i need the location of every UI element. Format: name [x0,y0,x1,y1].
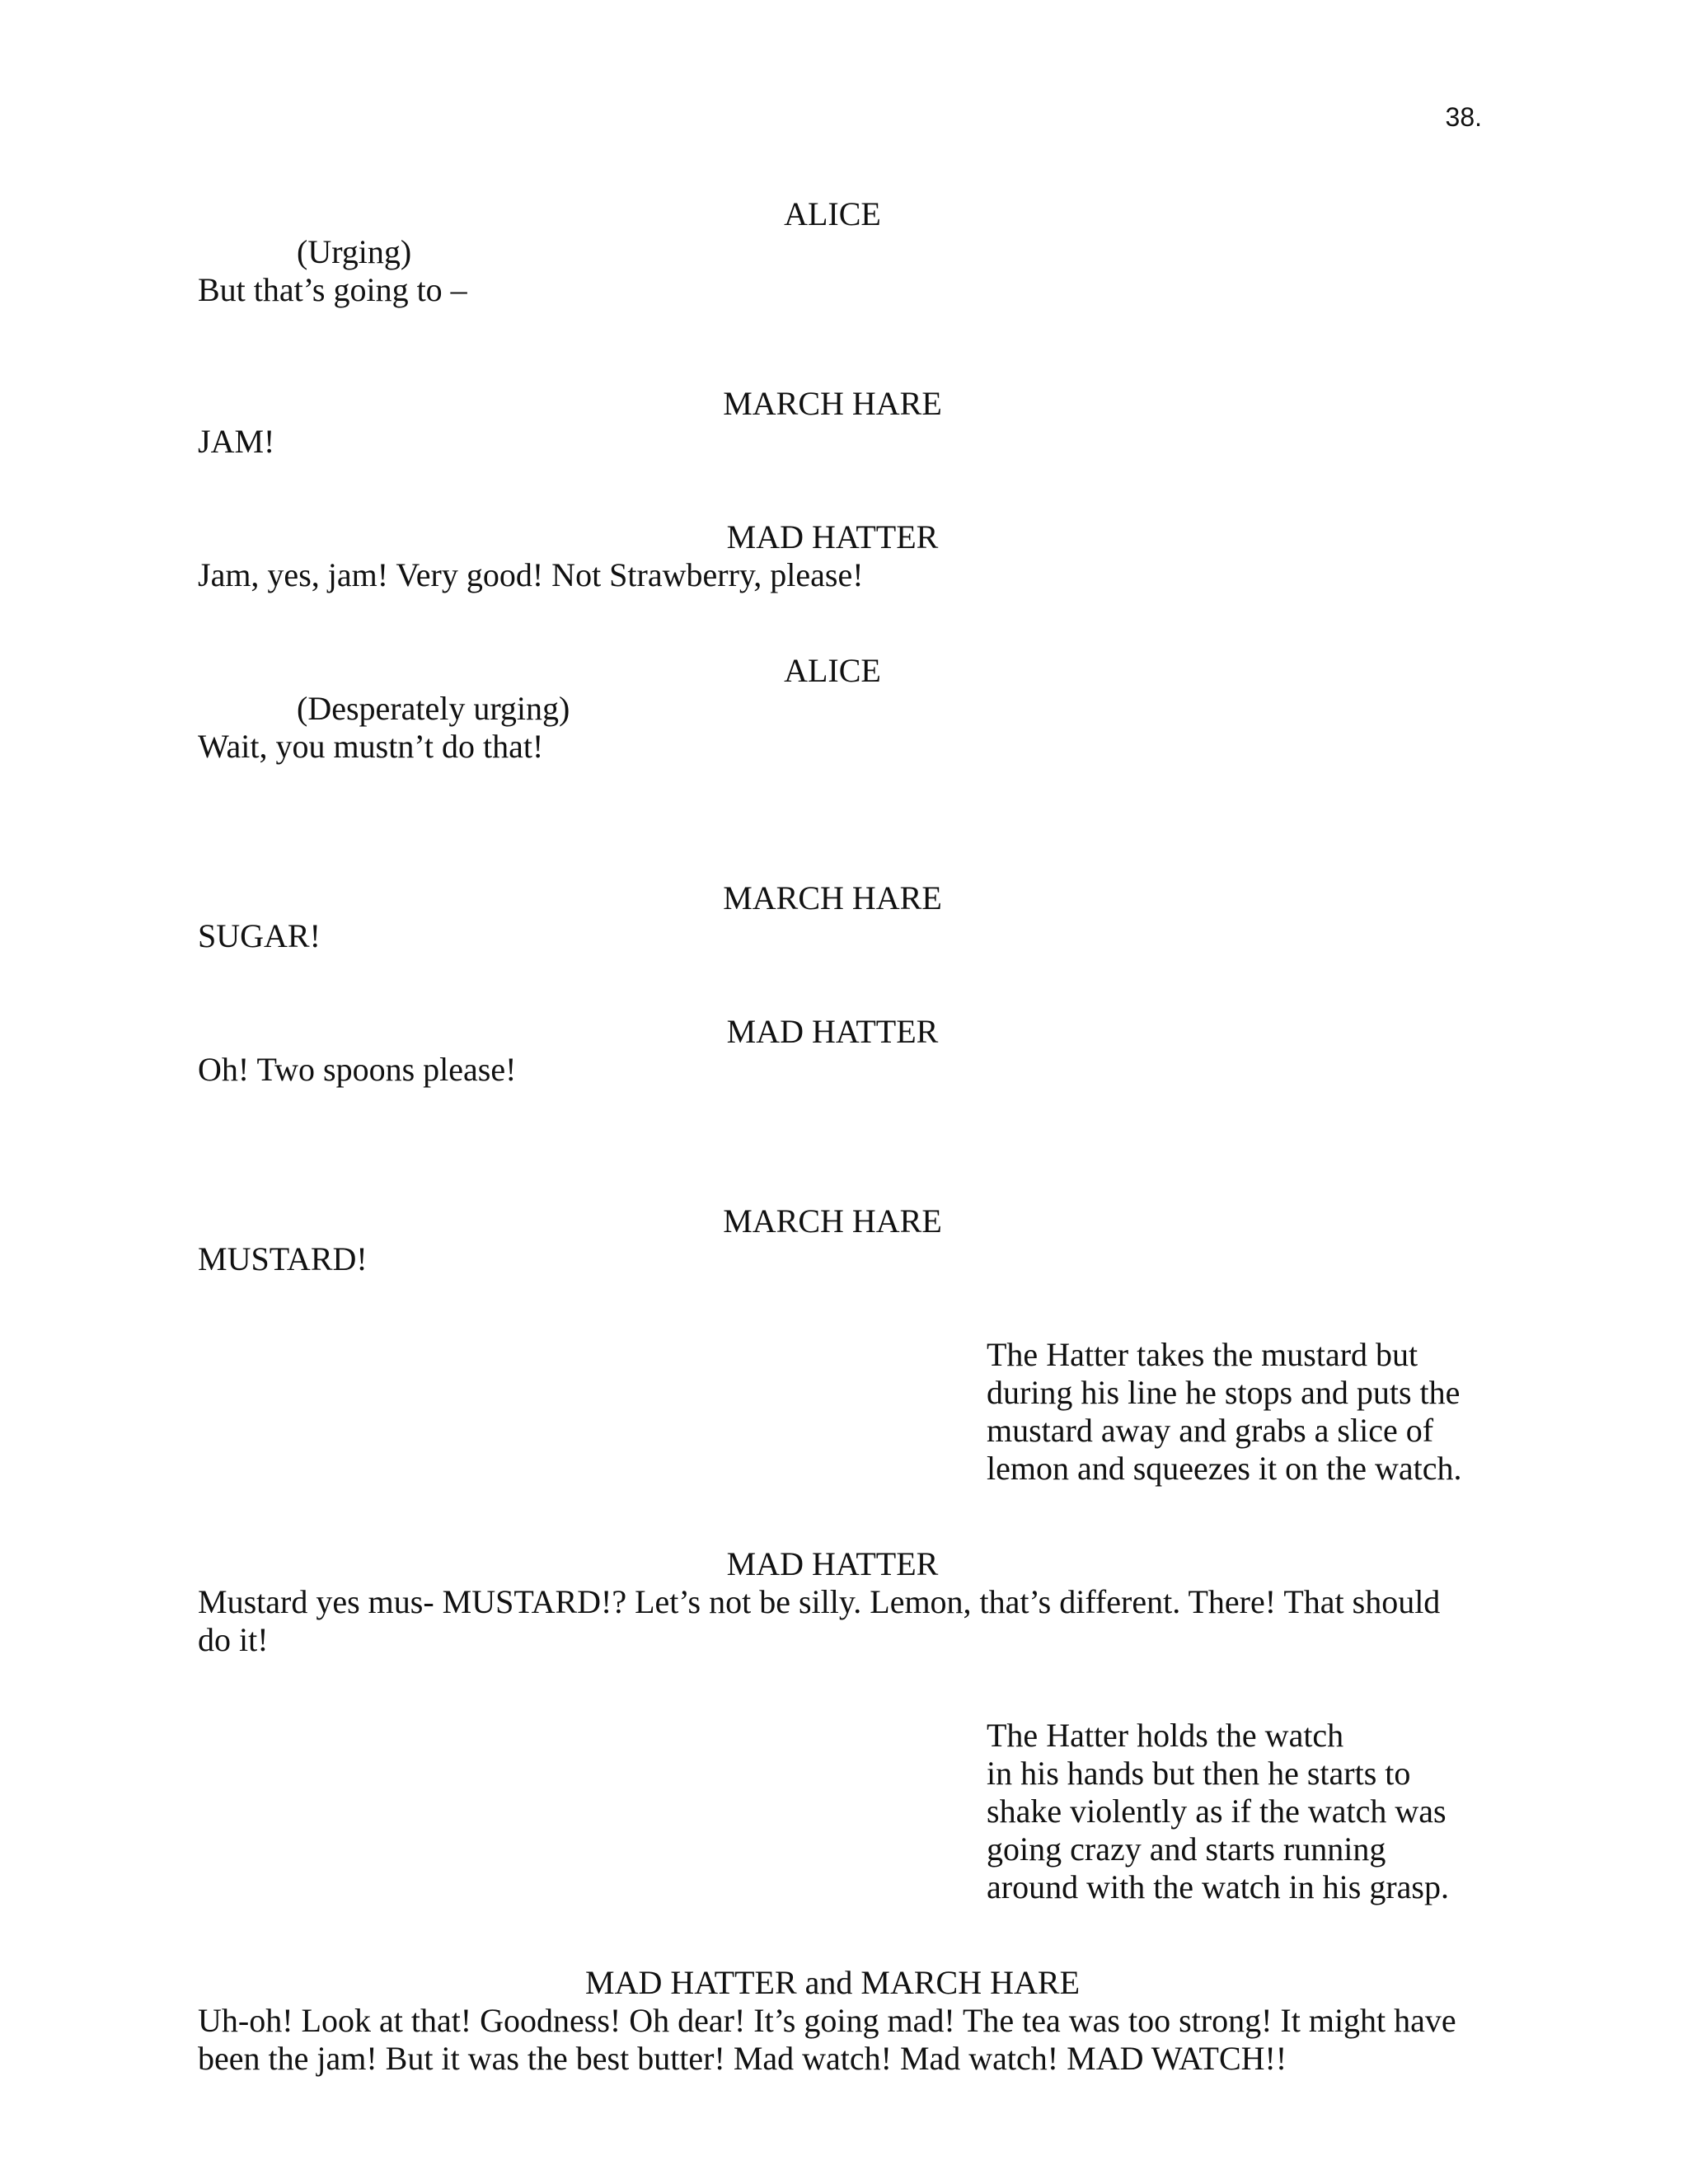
stage-direction-line: shake violently as if the watch was [987,1793,1447,1830]
dialogue-block [198,195,1467,309]
dialogue-line: Wait, you mustn’t do that! [198,728,544,765]
dialogue-line: Mustard yes mus- MUSTARD!? Let’s not be silly. Lemon, that’s different. There! That should do it! [198,1583,1441,1658]
stage-direction-line: during his line he stops and puts the [987,1374,1461,1411]
page-number: 38. [1445,102,1482,132]
dialogue-block [198,1202,1467,1278]
stage-direction-line: The Hatter holds the watch [987,1717,1344,1754]
dialogue-block [198,385,1467,461]
character-name: ALICE [784,652,881,689]
parenthetical: (Urging) [297,233,412,270]
dialogue-line: Oh! Two spoons please! [198,1051,517,1088]
stage-direction [987,1717,1481,1906]
dialogue-line: MUSTARD! [198,1240,368,1277]
script-body [198,195,1467,2078]
dialogue-block [198,879,1467,955]
stage-direction-line: around with the watch in his grasp. [987,1868,1449,1905]
dialogue-block [198,1964,1467,2078]
dialogue-line: Jam, yes, jam! Very good! Not Strawberry, please! [198,556,864,593]
character-name: MAD HATTER and MARCH HARE [585,1964,1080,2001]
stage-direction-line: in his hands but then he starts to [987,1755,1411,1792]
stage-direction-line: mustard away and grabs a slice of [987,1412,1434,1449]
dialogue-block [198,1545,1467,1659]
dialogue-line: But that’s going to – [198,271,467,308]
dialogue-line: JAM! [198,423,275,460]
parenthetical: (Desperately urging) [297,690,570,727]
stage-direction-line: The Hatter takes the mustard but [987,1336,1418,1373]
dialogue-block [198,652,1467,766]
character-name: MARCH HARE [723,879,942,916]
character-name: MAD HATTER [726,1545,939,1582]
character-name: MARCH HARE [723,385,942,422]
stage-direction [987,1336,1481,1488]
character-name: ALICE [784,195,881,232]
dialogue-block [198,518,1467,594]
stage-direction-line: going crazy and starts running [987,1830,1386,1868]
dialogue-line: SUGAR! [198,917,321,954]
character-name: MARCH HARE [723,1202,942,1240]
dialogue-block [198,1013,1467,1089]
character-name: MAD HATTER [726,518,939,555]
dialogue-line: Uh-oh! Look at that! Goodness! Oh dear! It’s going mad! The tea was too strong! It might have been the jam! But it was the best butter! Mad watch! Mad watch! MAD WATCH!! [198,2002,1456,2077]
character-name: MAD HATTER [726,1013,939,1050]
stage-direction-line: lemon and squeezes it on the watch. [987,1450,1462,1487]
